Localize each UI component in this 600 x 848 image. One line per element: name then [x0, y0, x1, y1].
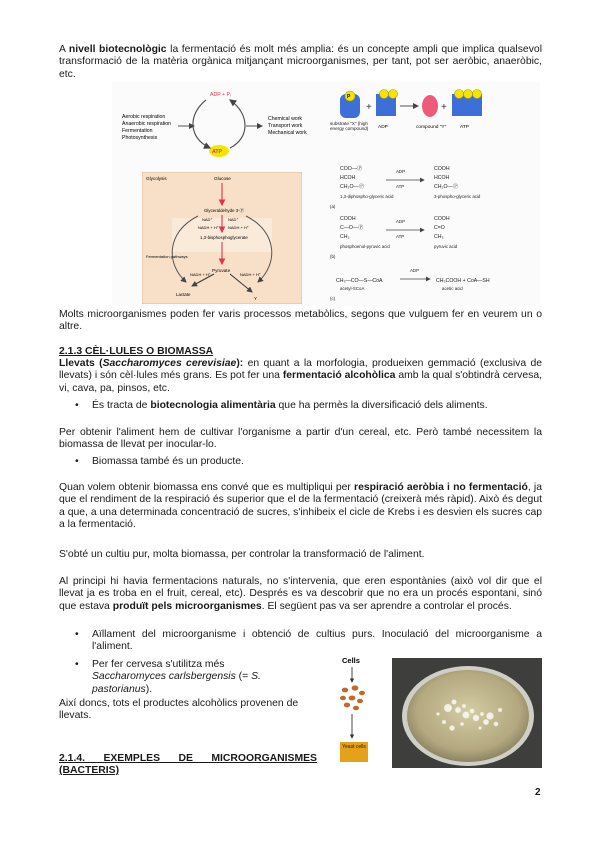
svg-text:COOH: COOH: [434, 166, 450, 172]
bullet-biomass: Biomassa també és un producte.: [92, 456, 244, 467]
svg-text:CH₂O—Ⓟ: CH₂O—Ⓟ: [434, 184, 458, 190]
svg-text:C—O—Ⓟ: C—O—Ⓟ: [340, 225, 364, 231]
substrate-label: substrate "X" (high energy compound): [330, 121, 369, 132]
metabolic-processes-paragraph: Molts microorganismes poden fer varis processos metabòlics, segons que vulguem fer en veurem un o altre.: [59, 309, 542, 333]
history-paragraph: Al principi hi havia fermentacions naturals, no s'intervenia, que eren espontànies (això vol dir que el llevat ja es troba en el fruit, cereal, etc). Després es va descobrir que no era un procés espontani, sinó que estava produït pels microorganismes. El següent pas va ser aprendre a controlar el procés.: [59, 576, 542, 612]
cultivate-paragraph: Per obtenir l'aliment hem de cultivar l'organisme a partir d'un cereal, etc. Però també necessitem la biomassa de llevat per inocular-lo.: [59, 427, 542, 451]
svg-text:P: P: [347, 94, 351, 100]
svg-text:CH₃—CO—S—CoA: CH₃—CO—S—CoA: [336, 278, 383, 284]
pyruvic-label: pyruvic acid: [434, 244, 458, 249]
svg-text:ADP: ADP: [396, 169, 406, 174]
respiration-paragraph: Quan volem obtenir biomassa ens convé que es multipliqui per respiració aeròbia i no fermentació, ja que el rendiment de la respiració és superior que el de la fermentació (creixerà més ràpid). Això és degut a que, a una determinada concentració de sucres, s'inhibeix el cicle de Krebs i es desvien els sucres cap a la fermentació.: [59, 482, 542, 531]
petri-dish-photo: [392, 658, 542, 768]
label-anaerobic: Anaerobic respiration: [122, 121, 172, 127]
energy-cycle-diagram: [118, 86, 318, 164]
dpg-label: 1,3-bisphosphoglycerate: [200, 235, 248, 240]
yeast-cells-label: Yeast cells: [342, 744, 366, 750]
svg-text:+: +: [441, 102, 447, 113]
svg-text:C=O: C=O: [434, 225, 445, 231]
cycle-arrow-left: [193, 100, 210, 148]
svg-text:NAD⁺: NAD⁺: [228, 217, 239, 222]
label-mechanical-work: Mechanical work: [268, 130, 307, 136]
svg-text:ADP: ADP: [410, 268, 420, 273]
glycolysis-diagram: [142, 172, 302, 304]
svg-text:CH₃: CH₃: [434, 234, 444, 240]
svg-text:NADH + H⁺: NADH + H⁺: [190, 272, 211, 277]
llevats-paragraph: Llevats (Saccharomyces cerevisiae): en quant a la morfologia, produeixen gemmació (exclusiva de llevats) i són cèl·lules més grans. Es pot fer una fermentació alcohòlica amb la qual s'obtindrà cervesa, vi, cava, pa, pinsos, etc.: [59, 358, 543, 394]
svg-text:CH₂O—Ⓟ: CH₂O—Ⓟ: [340, 184, 364, 190]
svg-text:COOH: COOH: [434, 216, 450, 222]
svg-text:COO—Ⓟ: COO—Ⓟ: [340, 166, 363, 172]
substrate-phosphorylation-diagram: [330, 88, 536, 158]
glucose-label: Glucose: [214, 176, 231, 181]
chemical-reactions-diagram: [330, 160, 536, 304]
section-heading-214-line1: 2.1.4. EXEMPLES DE MICROORGANISMES: [59, 753, 317, 764]
label-atp: ATP: [212, 149, 222, 155]
lactate-label: Lactate: [176, 292, 191, 297]
label-aerobic: Aerobic respiration: [122, 114, 166, 120]
cycle-arrow-right: [230, 100, 245, 148]
phosphoglyceric-label: 3-phospho-glyceric acid: [434, 194, 481, 199]
cells-label: Cells: [342, 656, 360, 665]
adp-label: ADP: [378, 125, 388, 130]
diphosphoglyceric-label: 1,3-diphospho-glyceric acid: [340, 194, 394, 199]
yeast-cells-icon: [340, 685, 365, 710]
pyruvate-label: Pyruvate: [212, 268, 231, 273]
label-photosynthesis: Photosynthesis: [122, 135, 158, 141]
g3p-label: Glyceraldehyde 3-Ⓟ: [204, 208, 245, 213]
svg-text:CH₃COOH + CoA—SH: CH₃COOH + CoA—SH: [436, 278, 490, 284]
svg-text:(c): (c): [330, 296, 336, 301]
svg-text:NAD⁺: NAD⁺: [202, 217, 213, 222]
glycolysis-label: Glycolysis: [146, 176, 167, 181]
svg-text:NADH + H⁺: NADH + H⁺: [228, 225, 249, 230]
cells-diagram: [334, 654, 382, 766]
label-adp: ADP + Pᵢ: [210, 92, 231, 98]
svg-text:CH₂: CH₂: [340, 234, 350, 240]
intro-paragraph: A nivell biotecnològic la fermentació és molt més amplia: és un concepte ampli que implica qualsevol transformació de la matèria orgànica mitjançant microorganismes, per tant, pot ser aeròbic, anaeròbic, etc.: [59, 44, 542, 80]
petri-dish-image: [392, 658, 542, 768]
y-label: Y: [254, 296, 257, 301]
svg-text:ATP: ATP: [396, 184, 405, 189]
alcohol-products-paragraph: Així doncs, tots el productes alcohòlics provenen de llevats.: [59, 698, 299, 722]
atp-label: ATP: [460, 125, 469, 130]
compound-label: compound "Y": [416, 125, 447, 130]
bullet-dot: •: [75, 659, 79, 670]
section-heading-213: 2.1.3 CÈL·LULES O BIOMASSA: [59, 346, 214, 357]
svg-text:ADP: ADP: [396, 219, 406, 224]
acetyl-scoa-label: acetyl-SCoA: [340, 286, 365, 291]
pep-label: phosphoenol-pyruvic acid: [340, 244, 390, 249]
svg-text:HCOH: HCOH: [340, 175, 356, 181]
bullet-beer-yeast: Per fer cervesa s'utilitza més Saccharomyces carlsbergensis (= S. pastorianus).: [92, 659, 261, 695]
acetic-label: acetic acid: [442, 286, 463, 291]
label-fermentation: Fermentation: [122, 128, 153, 134]
bullet-dot: •: [75, 456, 79, 467]
svg-text:(a): (a): [330, 204, 336, 209]
bullet-dot: •: [75, 400, 79, 411]
svg-text:ATP: ATP: [396, 234, 405, 239]
label-transport-work: Transport work: [268, 123, 303, 129]
label-chemical-work: Chemical work: [268, 116, 303, 122]
section-heading-214-line2: (BACTERIS): [59, 765, 120, 776]
svg-text:NADH + H⁺: NADH + H⁺: [198, 225, 219, 230]
bullet-biotechnology: És tracta de biotecnologia alimentària que ha permès la diversificació dels aliments.: [92, 400, 488, 411]
page-number: 2: [535, 787, 541, 798]
svg-text:(b): (b): [330, 254, 336, 259]
svg-text:NADH + H⁺: NADH + H⁺: [240, 272, 261, 277]
bullet-isolation: Aïllament del microorganisme i obtenció de cultius purs. Inoculació del microorganisme a l'aliment.: [92, 629, 542, 653]
svg-text:HCOH: HCOH: [434, 175, 450, 181]
svg-text:COOH: COOH: [340, 216, 356, 222]
pure-culture-paragraph: S'obté un cultiu pur, molta biomassa, per controlar la transformació de l'aliment.: [59, 549, 425, 560]
compound-y-shape: [422, 95, 438, 117]
bullet-dot: •: [75, 629, 79, 640]
svg-text:+: +: [366, 102, 372, 113]
fermentation-pathways-label: Fermentation pathways: [146, 254, 188, 259]
